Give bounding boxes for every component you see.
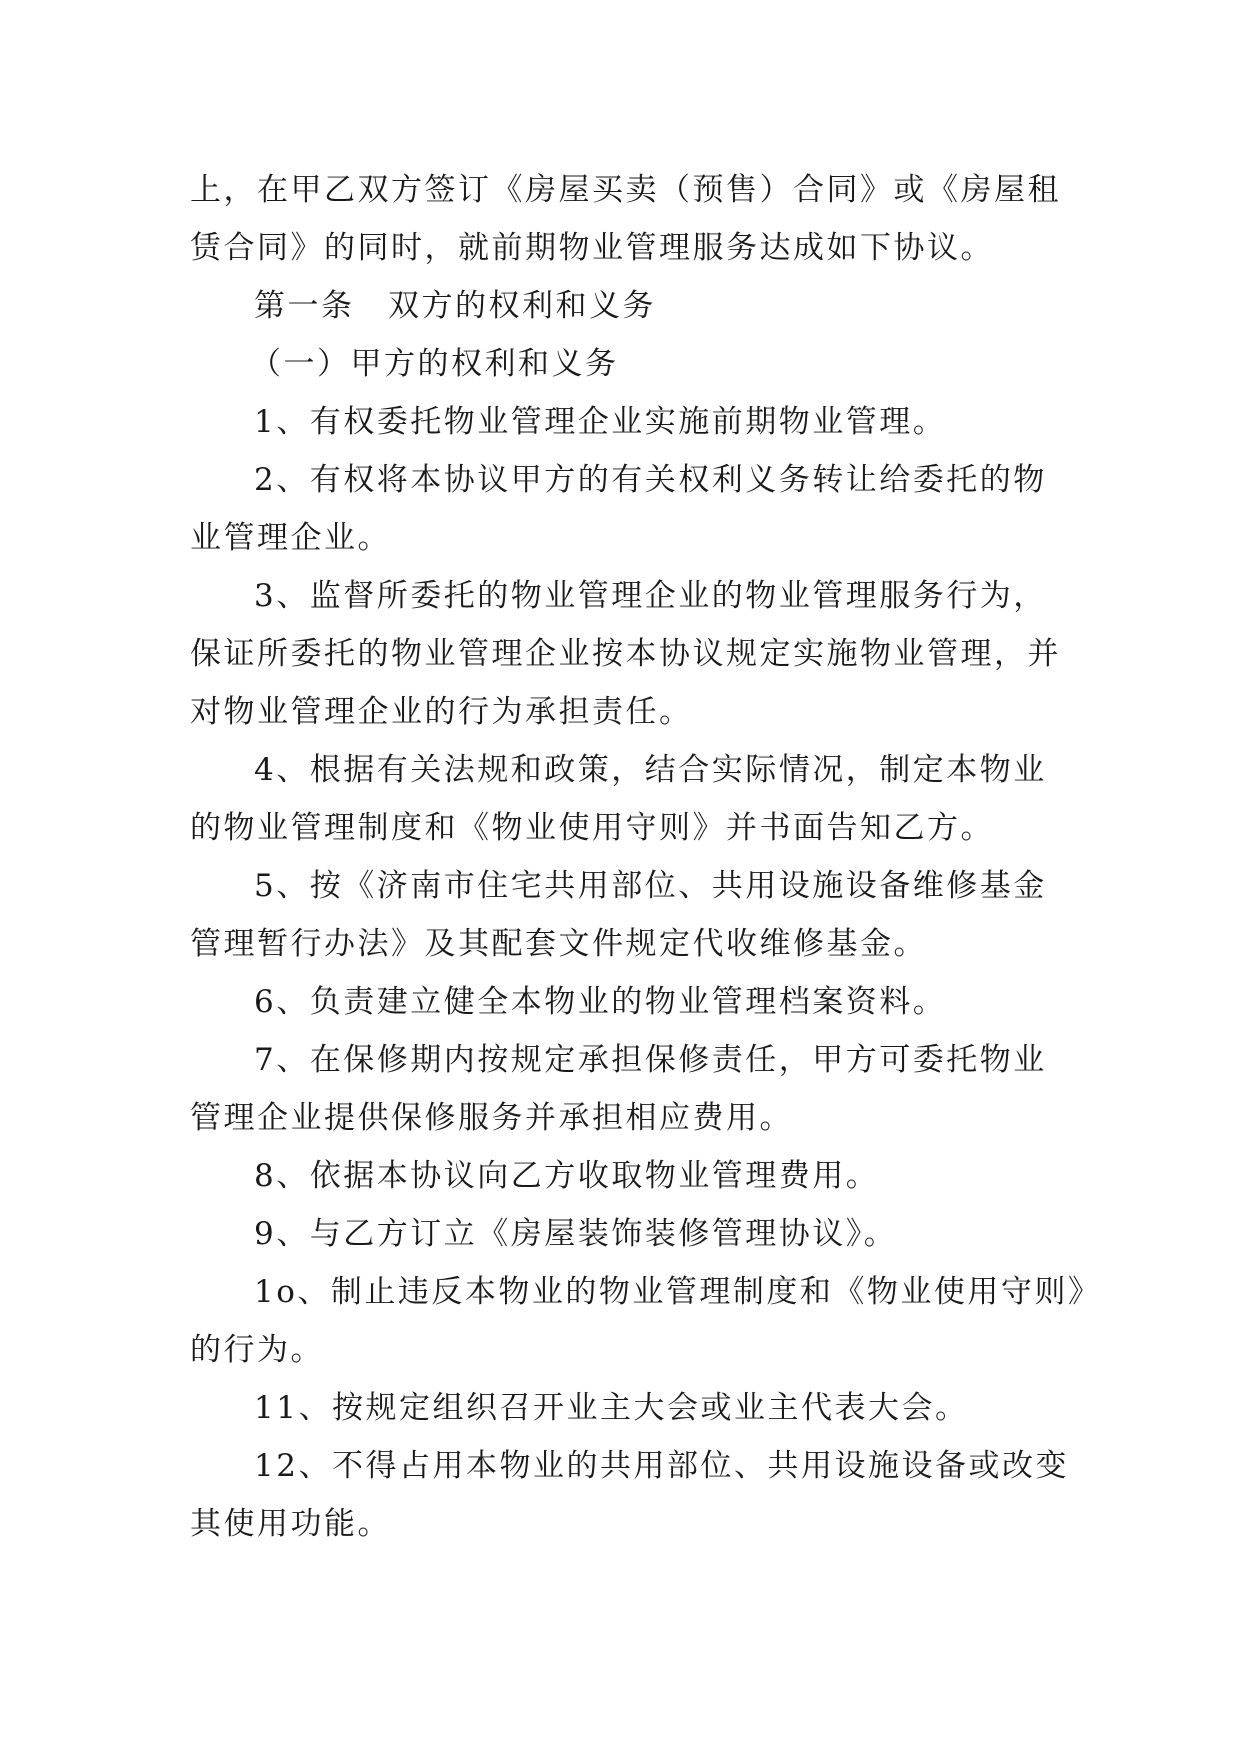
list-item: 3、监督所委托的物业管理企业的物业管理服务行为， xyxy=(254,578,1047,614)
section-heading: （一）甲方的权利和义务 xyxy=(250,346,619,382)
list-item-continuation: 的物业管理制度和《物业使用守则》并书面告知乙方。 xyxy=(190,810,994,846)
article-heading: 第一条 双方的权利和义务 xyxy=(254,288,656,324)
list-item-continuation: 业管理企业。 xyxy=(190,520,391,556)
list-item: 4、根据有关法规和政策，结合实际情况，制定本物业 xyxy=(254,752,1047,788)
list-item: 1、有权委托物业管理企业实施前期物业管理。 xyxy=(254,404,947,440)
list-item-continuation: 其使用功能。 xyxy=(190,1506,391,1542)
list-item: 8、依据本协议向乙方收取物业管理费用。 xyxy=(254,1158,880,1194)
list-item-continuation: 管理企业提供保修服务并承担相应费用。 xyxy=(190,1100,793,1136)
list-item: 7、在保修期内按规定承担保修责任，甲方可委托物业 xyxy=(254,1042,1047,1078)
list-item: 9、与乙方订立《房屋装饰装修管理协议》。 xyxy=(254,1216,898,1252)
list-item: 5、按《济南市住宅共用部位、共用设施设备维修基金 xyxy=(254,868,1047,904)
list-item: 6、负责建立健全本物业的物业管理档案资料。 xyxy=(254,984,947,1020)
list-item-continuation: 的行为。 xyxy=(190,1332,324,1368)
list-item: 1o、制止违反本物业的物业管理制度和《物业使用守则》 xyxy=(254,1274,1102,1310)
document-body xyxy=(190,161,1102,1553)
paragraph-line: 赁合同》的同时，就前期物业管理服务达成如下协议。 xyxy=(190,230,994,266)
list-item-continuation: 对物业管理企业的行为承担责任。 xyxy=(190,694,693,730)
paragraph-line: 上，在甲乙双方签订《房屋买卖（预售）合同》或《房屋租 xyxy=(190,172,1061,208)
list-item-continuation: 管理暂行办法》及其配套文件规定代收维修基金。 xyxy=(190,926,927,962)
list-item: 11、按规定组织召开业主大会或业主代表大会。 xyxy=(254,1390,969,1426)
list-item: 12、不得占用本物业的共用部位、共用设施设备或改变 xyxy=(254,1448,1069,1484)
list-item-continuation: 保证所委托的物业管理企业按本协议规定实施物业管理，并 xyxy=(190,636,1061,672)
list-item: 2、有权将本协议甲方的有关权利义务转让给委托的物 xyxy=(254,462,1047,498)
